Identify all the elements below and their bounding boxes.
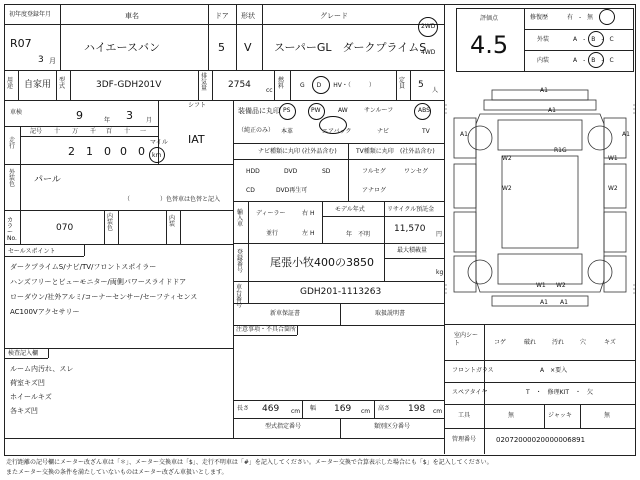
diagram-mark-6: W2 bbox=[608, 185, 618, 192]
repair-none-circle bbox=[599, 9, 615, 25]
diagram-mark-3: W2 bbox=[502, 155, 512, 162]
type-label: 型式指定番号 bbox=[265, 423, 302, 430]
equipment-note: （純正のみ） bbox=[238, 127, 275, 134]
interior-label: 内装 bbox=[537, 57, 550, 64]
fuel-label: 燃料 bbox=[278, 77, 285, 90]
import-dealer: ディーラー bbox=[256, 210, 286, 217]
registration-label: 登録番号 bbox=[237, 249, 244, 274]
navi-item-0: HDD bbox=[246, 168, 260, 175]
diagram-mark-11: A1 bbox=[540, 299, 548, 306]
diagram-mark-4: W2 bbox=[502, 185, 512, 192]
equipment-item-3: サンルーフ bbox=[364, 107, 394, 114]
fuel-d-circle bbox=[312, 76, 330, 94]
tv-item-1: ワンセグ bbox=[404, 168, 429, 175]
equipment-item2-1: エアバック bbox=[322, 128, 352, 135]
import-label: 輸入車 bbox=[237, 209, 244, 228]
color-no-value: 070 bbox=[56, 223, 74, 233]
import-right: 右 bbox=[302, 210, 309, 217]
equipment-item-2: AW bbox=[338, 107, 348, 114]
sales-line-3: AC100Vアクセサリー bbox=[10, 308, 80, 316]
use-value: 自家用 bbox=[24, 80, 52, 90]
exterior-color-note: （ ）色替車は色替と記入 bbox=[124, 196, 221, 203]
tools-value: 無 bbox=[508, 412, 515, 419]
notes-label: 注意事項・不具合箇所 bbox=[236, 326, 297, 333]
exterior-color-label: 外装色 bbox=[9, 169, 16, 188]
length-label: 長さ bbox=[237, 405, 250, 412]
model-label: 型式 bbox=[59, 77, 66, 90]
airbag-circle bbox=[319, 116, 347, 134]
diagram-mark-10: W2 bbox=[556, 282, 566, 289]
diagram-mark-1: A1 bbox=[540, 87, 548, 94]
max-load-label: 最大積載量 bbox=[397, 247, 428, 254]
shift-value: IAT bbox=[188, 133, 205, 146]
chassis-label: 車台番号 bbox=[236, 284, 243, 309]
front-glass-label: フロントガラス bbox=[452, 367, 494, 374]
car-name-value: ハイエースバン bbox=[84, 41, 161, 54]
inspector-line-1: 荷室キズ凹 bbox=[10, 379, 45, 387]
model-value: 3DF-GDH201V bbox=[96, 80, 162, 90]
warranty-manual: 取扱説明書 bbox=[375, 310, 406, 317]
mileage-digit-0: 2 bbox=[68, 145, 75, 158]
exterior-label: 外装 bbox=[537, 36, 550, 43]
capacity-unit: 人 bbox=[432, 87, 439, 94]
jack-label: ジャッキ bbox=[548, 412, 572, 419]
mileage-unit-km: km bbox=[152, 152, 162, 159]
import-left-h: H bbox=[310, 230, 315, 237]
car-name-label: 車名 bbox=[125, 12, 139, 20]
footer-line1: 走行距離の記号欄にメーター改ざん車は「＊」、メーター交換車は「$」、走行不明車は「#」を記入してください。メーター交換で合算表示した場合にも「$」を記入してください。 bbox=[6, 459, 493, 466]
interior-color-label: 内装色 bbox=[107, 213, 114, 232]
height-unit: cm bbox=[433, 408, 443, 415]
mileage-digit-1: 1 bbox=[86, 145, 93, 158]
mileage-header-3: 千 bbox=[90, 128, 97, 135]
diagram-mark-9: W1 bbox=[536, 282, 546, 289]
diagram-mark-12: A1 bbox=[560, 299, 568, 306]
mgmt-label: 管理番号 bbox=[452, 436, 477, 443]
mileage-header-0: 記号 bbox=[30, 128, 43, 135]
mileage-header-6: 一 bbox=[140, 128, 147, 135]
inspector-line-2: ホイールキズ bbox=[10, 393, 52, 401]
grade-value: スーパーGL ダークプライムS bbox=[274, 41, 427, 54]
length-unit: cm bbox=[291, 408, 301, 415]
color-no-label: カラーNo. bbox=[7, 217, 17, 242]
sales-line-2: ローダウン/社外アルミ/コーナーセンサー/セーフティセンス bbox=[10, 293, 198, 301]
exterior-b-circle bbox=[588, 31, 604, 47]
tv-item-0: フルセグ bbox=[362, 168, 386, 175]
model-year-label: モデル年式 bbox=[335, 206, 365, 213]
capacity-value: 5 bbox=[418, 80, 424, 90]
capacity-label: 定員 bbox=[399, 77, 406, 90]
mileage-digit-4: 0 bbox=[138, 145, 145, 158]
shift-label: シフト bbox=[188, 102, 207, 109]
inspection-label: 車検 bbox=[10, 109, 23, 116]
diagram-mark-2: A1 bbox=[548, 107, 556, 114]
tv-item-2: アナログ bbox=[362, 187, 387, 194]
class-label: 類別区分番号 bbox=[374, 423, 411, 430]
diagram-roof-mark: R1G bbox=[554, 147, 567, 154]
inner-label: 内装 bbox=[169, 215, 176, 228]
mileage-digit-2: 0 bbox=[104, 145, 111, 158]
displacement-value: 2754 bbox=[228, 80, 251, 90]
seat-item-0: コゲ bbox=[494, 339, 507, 346]
shape-value: V bbox=[244, 41, 252, 54]
jack-value: 無 bbox=[604, 412, 611, 419]
seat-item-4: キズ bbox=[604, 339, 616, 346]
seat-item-2: 汚れ bbox=[552, 339, 565, 346]
diagram-mark-5: W1 bbox=[608, 155, 618, 162]
diagram-mark-7: A1 bbox=[460, 131, 468, 138]
spare-tire-label: スペアタイヤ bbox=[452, 389, 488, 396]
equipment-item2-3: TV bbox=[422, 128, 430, 135]
tools-label: 工具 bbox=[458, 412, 471, 419]
length-value: 469 bbox=[262, 404, 280, 414]
first-reg-value: R07 bbox=[10, 37, 32, 50]
first-reg-month-unit: 月 bbox=[49, 57, 56, 65]
max-load-unit: kg bbox=[436, 269, 444, 276]
recycle-label: リサイクル預託金 bbox=[387, 206, 435, 213]
mileage-digit-3: 0 bbox=[120, 145, 127, 158]
warranty-guarantee: 新車保証書 bbox=[270, 310, 301, 317]
displacement-label: 排気量 bbox=[201, 73, 208, 92]
equipment-item-1: PW bbox=[311, 107, 321, 114]
sales-points-label: セールスポイント bbox=[8, 248, 56, 255]
width-label: 幅 bbox=[310, 405, 317, 412]
sales-line-1: ハンズフリーとビューモニター/両側パワースライドドア bbox=[10, 278, 187, 286]
import-right-h: H bbox=[310, 210, 315, 217]
score-value: 4.5 bbox=[470, 31, 509, 59]
navi-item-4: DVD再生可 bbox=[276, 187, 308, 194]
mgmt-value: 02072000020000006891 bbox=[496, 436, 586, 444]
exterior-value: A - B - C bbox=[573, 36, 614, 43]
mileage-header-4: 百 bbox=[106, 128, 113, 135]
equipment-item-0: PS bbox=[283, 107, 291, 114]
score-label: 評価点 bbox=[480, 15, 499, 22]
width-value: 169 bbox=[334, 404, 352, 414]
mileage-header-5: 十 bbox=[124, 128, 131, 135]
mileage-unit-mile: マイル bbox=[150, 139, 168, 146]
navi-title: ナビ種類に丸印 bbox=[258, 148, 301, 155]
navi-item-2: SD bbox=[322, 168, 331, 175]
inspector-line-0: ルーム内汚れ、スレ bbox=[10, 365, 74, 373]
mileage-label: 走行 bbox=[9, 137, 16, 150]
spare-tire-value: T ・ 修理KIT ・ 欠 bbox=[526, 389, 594, 396]
inspection-year-unit: 年 bbox=[104, 117, 111, 124]
mileage-header-1: 十 bbox=[54, 128, 61, 135]
door-label: ドア bbox=[215, 12, 229, 20]
height-label: 高さ bbox=[378, 405, 391, 412]
door-value: 5 bbox=[218, 41, 225, 54]
equipment-item2-0: 本革 bbox=[281, 128, 294, 135]
recycle-yen: 円 bbox=[436, 231, 443, 238]
footer-line2: またメーター交換の条件を満たしていないものはメーター改ざん車扱いとします。 bbox=[6, 469, 228, 476]
drive-2wd: 2WD bbox=[421, 23, 436, 30]
car-diagram bbox=[444, 84, 636, 312]
navi-item-3: CD bbox=[246, 187, 255, 194]
seat-item-3: 穴 bbox=[580, 339, 587, 346]
registration-value: 尾張小牧400の3850 bbox=[270, 256, 374, 269]
fuel-value: G D HV・（ ） bbox=[300, 82, 375, 89]
tv-title-note: (社外品含む) bbox=[400, 148, 435, 155]
first-reg-month: 3 bbox=[38, 55, 44, 65]
grade-label: グレード bbox=[320, 12, 348, 20]
repair-label: 修復歴 bbox=[530, 14, 549, 21]
interior-b-circle bbox=[588, 52, 604, 68]
first-reg-label: 初年度登録年月 bbox=[9, 11, 52, 18]
inspection-month: 3 bbox=[126, 109, 133, 122]
equipment-item2-2: ナビ bbox=[377, 128, 390, 135]
exterior-color-value: パール bbox=[34, 175, 61, 185]
inspector-notes-label: 検査記入欄 bbox=[8, 350, 39, 357]
drive-4wd: 4WD bbox=[421, 49, 436, 56]
abs-circle bbox=[414, 103, 431, 120]
inspector-line-3: 各キズ凹 bbox=[10, 407, 38, 415]
mileage-header-2: 万 bbox=[72, 128, 79, 135]
repair-value: 有 - 無 bbox=[567, 14, 594, 21]
height-value: 198 bbox=[408, 404, 426, 414]
navi-title-note: (社外品含む) bbox=[302, 148, 337, 155]
width-unit: cm bbox=[361, 408, 371, 415]
use-label: 用途 bbox=[7, 77, 14, 90]
inspection-month-unit: 月 bbox=[146, 117, 153, 124]
import-parallel: 並行 bbox=[266, 230, 279, 237]
equipment-item-4: ABS bbox=[418, 107, 430, 114]
recycle-value: 11,570 bbox=[394, 224, 426, 234]
seat-label: 室内シート bbox=[454, 332, 479, 348]
tv-title: TV種類に丸印 bbox=[356, 148, 394, 155]
seat-item-1: 破れ bbox=[524, 339, 537, 346]
import-left: 左 bbox=[302, 230, 309, 237]
chassis-value: GDH201-1113263 bbox=[300, 287, 382, 297]
ps-circle bbox=[279, 103, 296, 120]
front-glass-value: A ×要入 bbox=[540, 367, 568, 374]
shape-label: 形状 bbox=[241, 12, 255, 20]
sales-line-0: ダークプライムS/ナビ/TV/フロントスポイラー bbox=[10, 263, 157, 271]
navi-item-1: DVD bbox=[284, 168, 298, 175]
interior-value: A - B - C bbox=[573, 57, 614, 64]
equipment-label: 装備品に丸印 bbox=[238, 107, 280, 115]
model-year-value: 年 不明 bbox=[346, 231, 371, 238]
diagram-mark-8: A1 bbox=[622, 131, 630, 138]
inspection-year: 9 bbox=[76, 109, 83, 122]
cc-unit: cc bbox=[266, 87, 273, 94]
